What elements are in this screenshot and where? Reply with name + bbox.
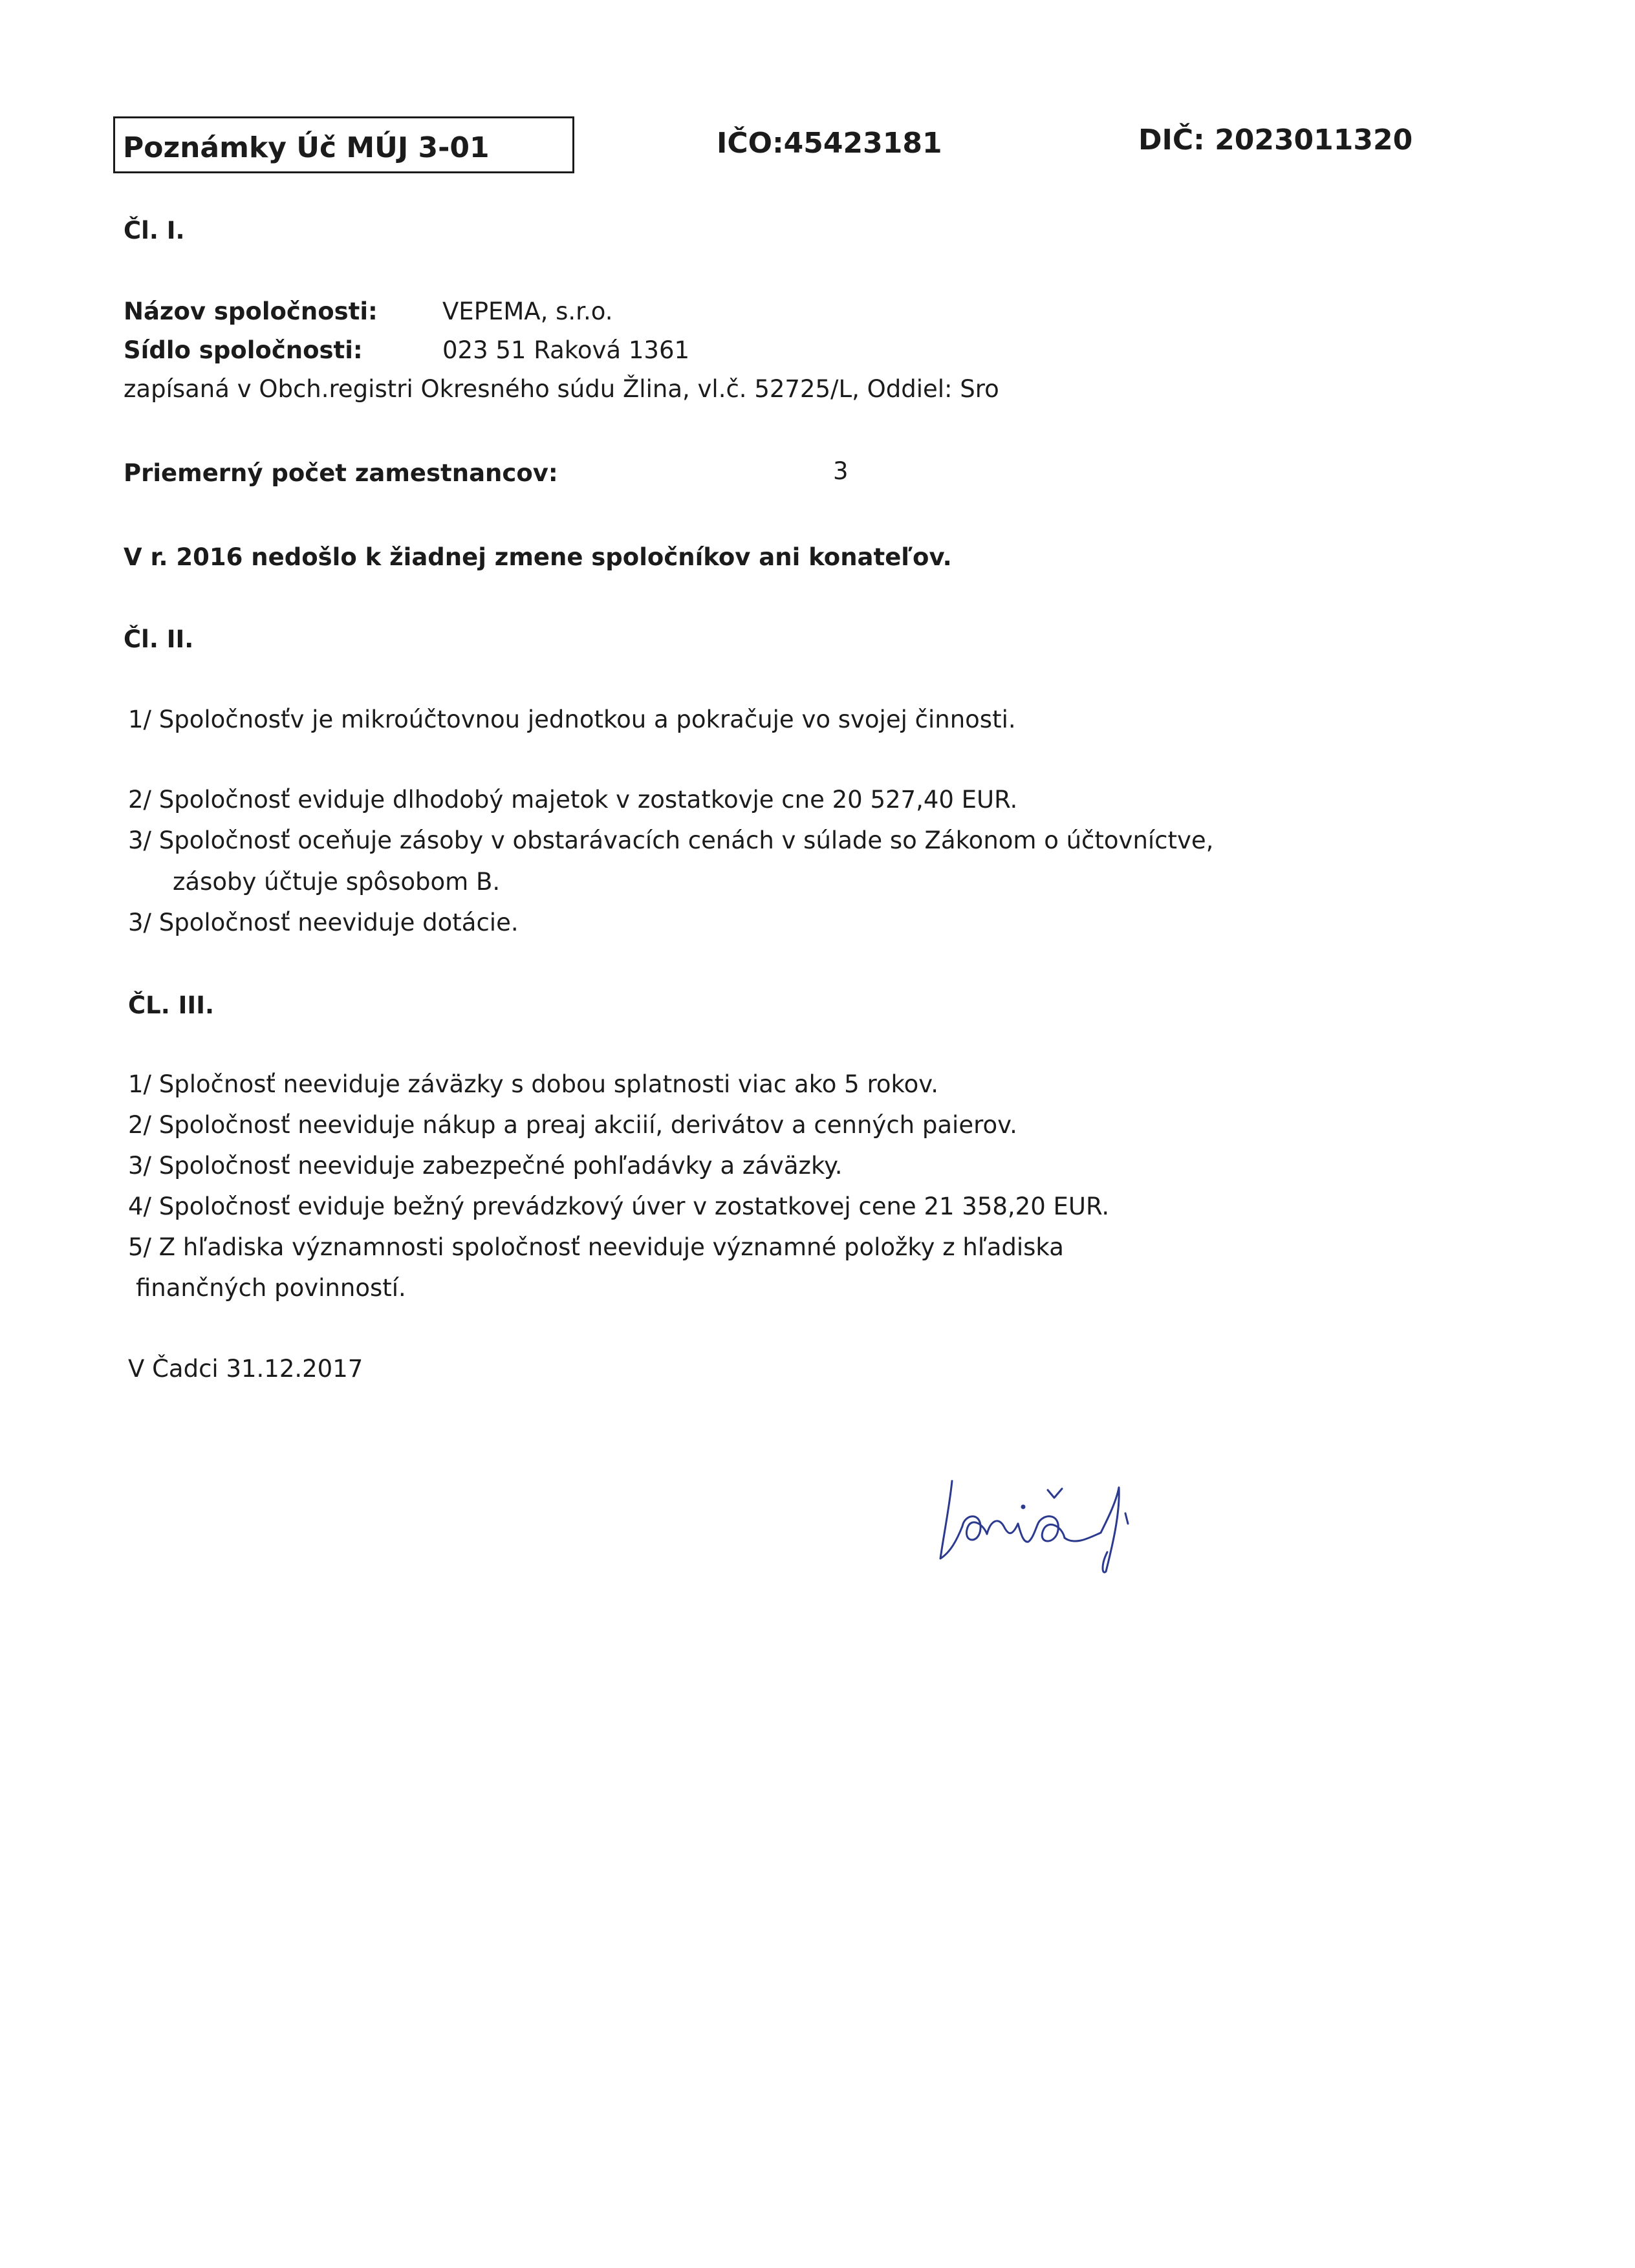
section-2-heading: Čl. II. <box>124 625 194 653</box>
place-date: V Čadci 31.12.2017 <box>128 1355 363 1383</box>
change-note: V r. 2016 nedošlo k žiadnej zmene spoločníkov ani konateľov. <box>124 543 952 571</box>
section-3-heading: ČL. III. <box>128 991 215 1019</box>
company-name-value: VEPEMA, s.r.o. <box>442 297 613 325</box>
company-seat-label: Sídlo spoločnosti: <box>124 336 363 364</box>
section-2-item-continuation: zásoby účtuje spôsobom B. <box>173 868 501 896</box>
section-2-item: 3/ Spoločnosť neeviduje dotácie. <box>128 909 519 936</box>
section-3-item: 2/ Spoločnosť neeviduje nákup a preaj akciií, derivátov a cenných paierov. <box>128 1111 1017 1139</box>
section-3-item: 3/ Spoločnosť neeviduje zabezpečné pohľadávky a záväzky. <box>128 1152 843 1180</box>
section-3-item-continuation: finančných povinností. <box>136 1274 406 1302</box>
ico-number: IČO:45423181 <box>717 127 942 160</box>
handwritten-signature-icon <box>931 1462 1164 1578</box>
registry-line: zapísaná v Obch.registri Okresného súdu Žlina, vl.č. 52725/L, Oddiel: Sro <box>124 375 999 403</box>
section-3-item: 5/ Z hľadiska významnosti spoločnosť neeviduje významné položky z hľadiska <box>128 1233 1064 1261</box>
section-3-item: 4/ Spoločnosť eviduje bežný prevádzkový úver v zostatkovej cene 21 358,20 EUR. <box>128 1193 1110 1220</box>
document-title: Poznámky Úč MÚJ 3-01 <box>123 131 490 164</box>
title-box <box>113 116 574 173</box>
section-3-item: 1/ Spločnosť neeviduje záväzky s dobou splatnosti viac ako 5 rokov. <box>128 1070 939 1098</box>
section-2-item: 3/ Spoločnosť oceňuje zásoby v obstarávacích cenách v súlade so Zákonom o účtovníctve, <box>128 826 1214 854</box>
company-name-label: Názov spoločnosti: <box>124 297 378 325</box>
section-1-heading: Čl. I. <box>124 217 185 244</box>
employees-label: Priemerný počet zamestnancov: <box>124 459 558 487</box>
section-2-item: 2/ Spoločnosť eviduje dlhodobý majetok v zostatkovje cne 20 527,40 EUR. <box>128 786 1018 814</box>
company-seat-value: 023 51 Raková 1361 <box>442 336 690 364</box>
section-2-item: 1/ Spoločnosťv je mikroúčtovnou jednotkou a pokračuje vo svojej činnosti. <box>128 706 1016 733</box>
dic-number: DIČ: 2023011320 <box>1138 124 1413 157</box>
employees-value: 3 <box>833 457 849 485</box>
